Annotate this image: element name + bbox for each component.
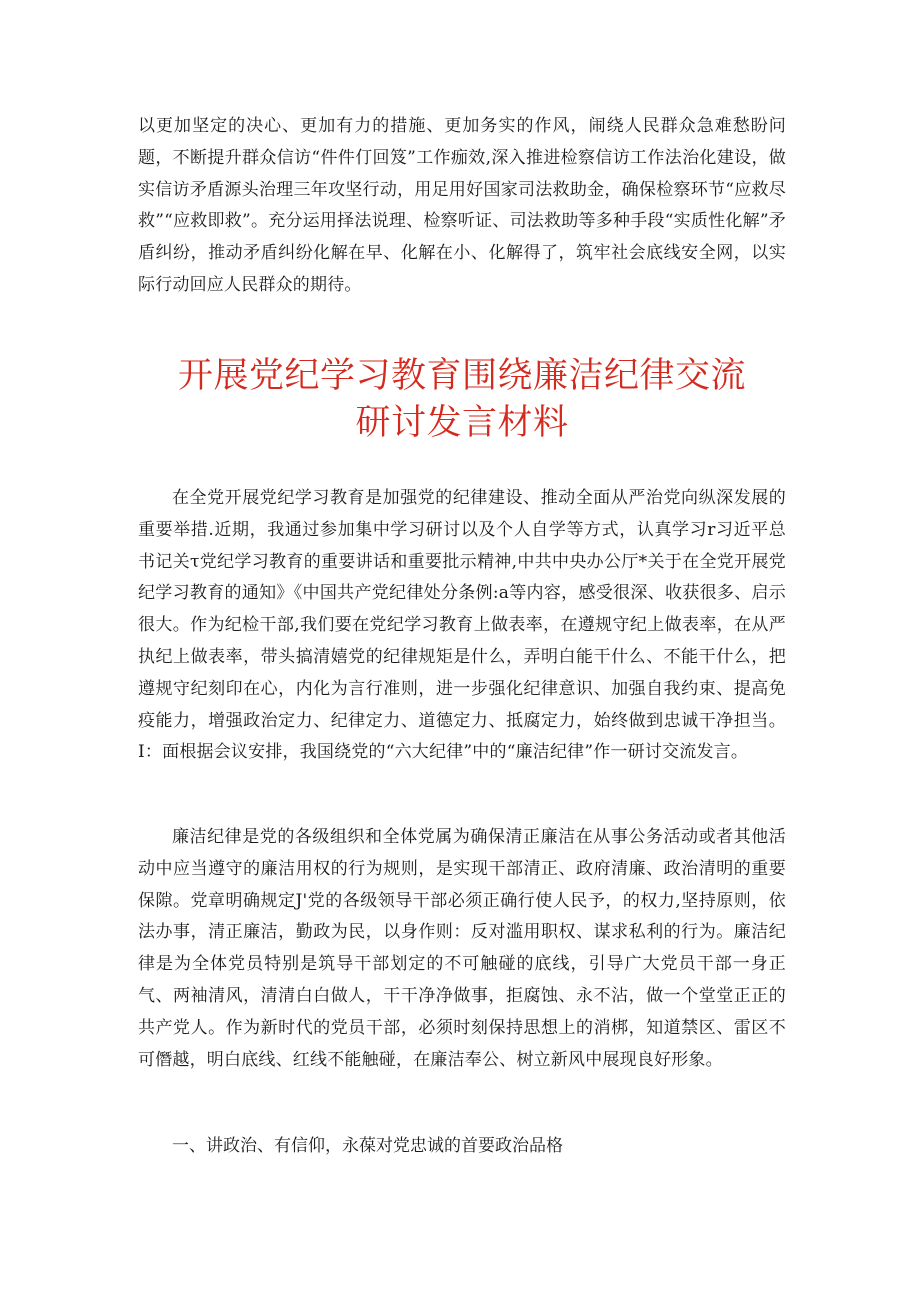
body-paragraph-1: 在全党开展党纪学习教育是加强党的纪律建设、推动全面从严治党向纵深发展的重要举措.近期，我通过参加集中学习研讨以及个人自学等方式，认真学习r习近平总书记关τ党纪学习教育的重要讲话和重要批示精神,中共中央办公厅*关于在全党开展党纪学习教育的通知》《中国共产党纪律处分条例:a等内容，感受很深、收获很多、启示很大。作为纪检干部,我们要在党纪学习教育上做表率，在遵规守纪上做表率，在从严执纪上做表率，带头搞清嬉党的纪律规矩是什么，弄明白能干什么、不能干什么，把遵规守纪刻印在心，内化为言行准则，进一步强化纪律意识、加强自我约束、提高免疫能力，增强政治定力、纪律定力、道德定力、抵腐定力，始终做到忠诚干净担当。I：面根据会议安排，我国绕党的“六大纪律”中的“廉洁纪律”作一研讨交流发言。 — [138, 488, 786, 763]
intro-paragraph: 以更加坚定的决心、更加有力的措施、更加务实的作风，闹绕人民群众急难愁盼问题，不断提升群众信访“件件仃回笈”工作痂效,深入推进检察信访工作法治化建设，做实信访矛盾源头治理三年攻坚行动，用足用好国家司法救助金，确保检察环节“应救尽救”“应救即救”。充分运用择法说理、检察听证、司法救助等多种手段“实质性化解”矛盾纠纷，推动矛盾纠纷化解在早、化解在小、化解得了，筑牢社会底线安全网，以实际行动回应人民群众的期待。 — [138, 116, 786, 295]
document-title-line-1: 开展党纪学习教育围绕廉洁纪律交流 — [177, 356, 746, 396]
document-title-line-2: 研讨发言材料 — [355, 403, 569, 443]
section-heading-1: 一、讲政治、有信仰，永葆对党忠诚的首要政治品格 — [172, 1136, 563, 1156]
body-paragraph-2: 廉洁纪律是党的各级组织和全体党属为确保清正廉洁在从事公务活动或者其他活动中应当遵守的廉洁用权的行为规则，是实现干部清正、政府清廉、政治清明的重要保隙。党章明确规定J'党的各级领导干部必须正确行使人民予，的权力,坚持原则，依法办事，清正廉洁，勤政为民，以身作则：反对滥用职权、谋求私利的行为。廉洁纪律是为全体党员特别是筑导干部划定的不可触碰的底线，引导广大党员干部一身正气、两袖清风，清清白白做人，干干净净做事，拒腐蚀、永不沾，做一个堂堂正正的共产党人。作为新时代的党员干部，必须时刻保持思想上的消梆，知道禁区、雷区不可僭越，明白底线、红线不能触碰，在廉洁奉公、树立新风中展现良好形象。 — [138, 827, 786, 1070]
